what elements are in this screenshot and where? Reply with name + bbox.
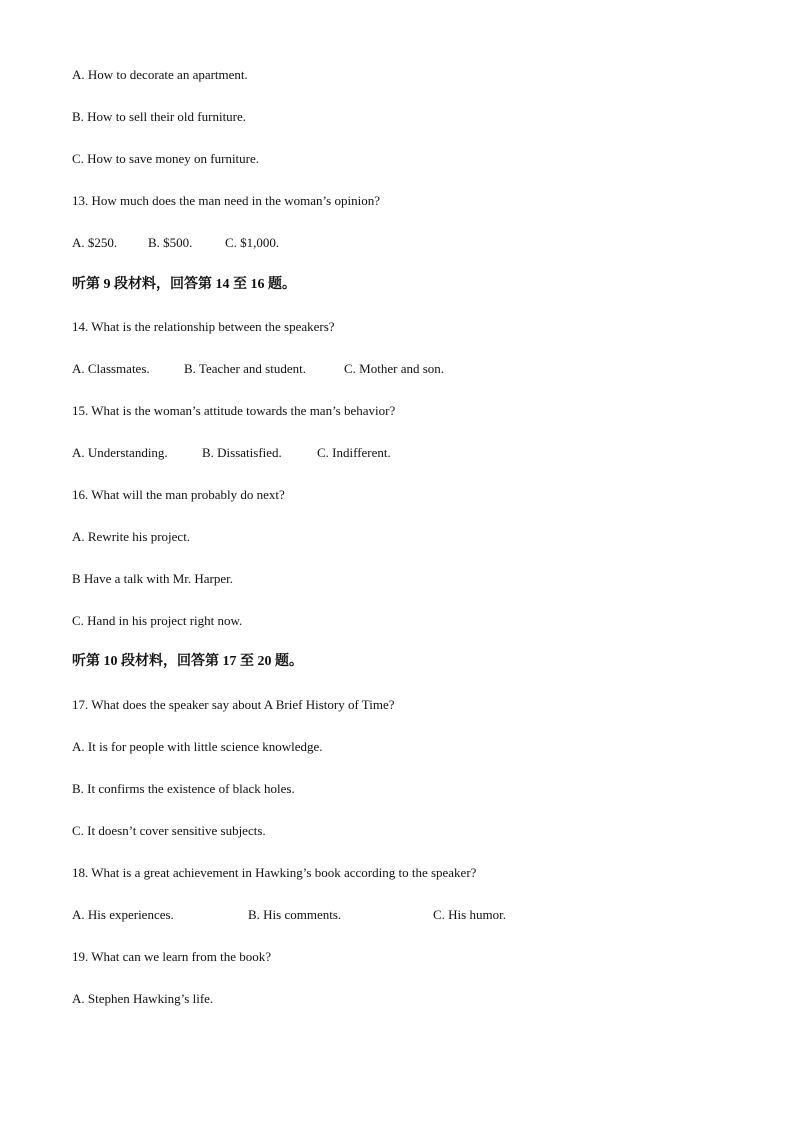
question-19: 19. What can we learn from the book? — [72, 949, 272, 964]
q13-option-b: B. $500. — [148, 235, 193, 250]
q17-option-a: A. It is for people with little science knowledge. — [72, 739, 323, 754]
section-heading-10: 听第 10 段材料，回答第 17 至 20 题。 — [72, 654, 303, 669]
q17-option-c: C. It doesn’t cover sensitive subjects. — [72, 823, 266, 838]
question-16: 16. What will the man probably do next? — [72, 487, 285, 502]
q18-option-c: C. His humor. — [433, 907, 506, 922]
q14-option-b: B. Teacher and student. — [184, 361, 306, 376]
q13-option-a: A. $250. — [72, 235, 118, 250]
question-15: 15. What is the woman’s attitude towards the man’s behavior? — [72, 403, 396, 418]
q17-option-b: B. It confirms the existence of black holes. — [72, 781, 295, 796]
question-14: 14. What is the relationship between the speakers? — [72, 319, 335, 334]
q15-option-a: A. Understanding. — [72, 445, 168, 460]
q18-option-b: B. His comments. — [248, 907, 342, 922]
question-17: 17. What does the speaker say about A Brief History of Time? — [72, 697, 395, 712]
q15-option-c: C. Indifferent. — [317, 445, 391, 460]
q14-option-a: A. Classmates. — [72, 361, 150, 376]
q19-option-a: A. Stephen Hawking’s life. — [72, 991, 214, 1006]
q16-option-b: B Have a talk with Mr. Harper. — [72, 571, 234, 586]
q13-option-c: C. $1,000. — [225, 235, 280, 250]
section-heading-9: 听第 9 段材料，回答第 14 至 16 题。 — [72, 277, 296, 292]
q16-option-c: C. Hand in his project right now. — [72, 613, 243, 628]
q12-option-c: C. How to save money on furniture. — [72, 151, 260, 166]
q14-option-c: C. Mother and son. — [344, 361, 445, 376]
q16-option-a: A. Rewrite his project. — [72, 529, 191, 544]
q18-option-a: A. His experiences. — [72, 907, 174, 922]
q12-option-b: B. How to sell their old furniture. — [72, 109, 247, 124]
q15-option-b: B. Dissatisfied. — [202, 445, 282, 460]
question-13: 13. How much does the man need in the woman’s opinion? — [72, 193, 380, 208]
question-18: 18. What is a great achievement in Hawking’s book according to the speaker? — [72, 865, 477, 880]
q12-option-a: A. How to decorate an apartment. — [72, 67, 248, 82]
